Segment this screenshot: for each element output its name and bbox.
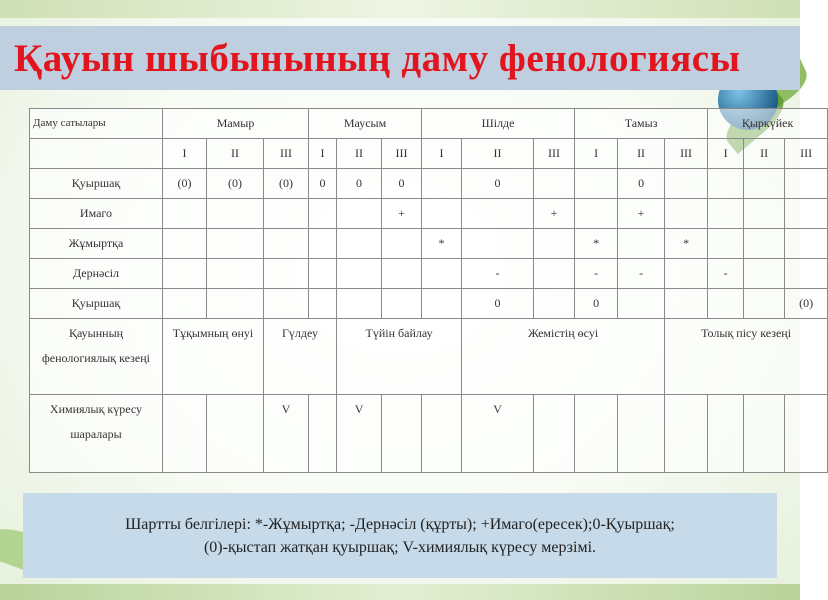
data-cell: [575, 169, 618, 199]
data-cell: +: [618, 199, 665, 229]
data-cell: [422, 289, 462, 319]
data-cell: [785, 395, 828, 473]
phase-cell: Тұқымның өнуі: [163, 319, 264, 395]
data-cell: V: [264, 395, 309, 473]
data-cell: [382, 395, 422, 473]
decade-cell: I: [575, 139, 618, 169]
month-header-row: [30, 109, 828, 139]
data-cell: 0: [309, 169, 337, 199]
decade-cell: III: [665, 139, 708, 169]
data-cell: [744, 169, 785, 199]
data-cell: [462, 229, 534, 259]
data-cell: [309, 289, 337, 319]
decade-cell: III: [382, 139, 422, 169]
data-cell: [708, 169, 744, 199]
data-cell: [382, 259, 422, 289]
data-cell: [618, 289, 665, 319]
decade-cell: III: [785, 139, 828, 169]
decade-cell: I: [309, 139, 337, 169]
data-cell: [309, 199, 337, 229]
title-banner: [0, 26, 800, 90]
data-cell: [708, 395, 744, 473]
data-cell: [163, 289, 207, 319]
data-cell: [207, 395, 264, 473]
legend-line: Шартты белгілері: *-Жұмыртқа; -Дернәсіл (құрты); +Имаго(ересек);0-Қуыршақ;: [125, 515, 675, 533]
data-cell: 0: [462, 289, 534, 319]
data-cell: [618, 395, 665, 473]
data-cell: [337, 199, 382, 229]
data-cell: -: [462, 259, 534, 289]
data-cell: [207, 229, 264, 259]
data-cell: [382, 229, 422, 259]
month-header-cell: Тамыз: [575, 109, 708, 139]
data-cell: [337, 289, 382, 319]
decade-cell: I: [422, 139, 462, 169]
data-cell: [785, 169, 828, 199]
data-cell: [422, 395, 462, 473]
data-cell: [665, 169, 708, 199]
data-cell: [744, 229, 785, 259]
data-cell: *: [665, 229, 708, 259]
bottom-decor-stripe: [0, 584, 800, 600]
data-cell: [744, 259, 785, 289]
chemical-row: [30, 395, 828, 473]
table-row: [30, 259, 828, 289]
data-cell: [337, 229, 382, 259]
data-cell: [785, 199, 828, 229]
data-cell: [618, 229, 665, 259]
data-cell: [422, 169, 462, 199]
decade-cell: I: [708, 139, 744, 169]
decade-cell: II: [462, 139, 534, 169]
page-title: Қауын шыбынының даму фенологиясы: [14, 36, 741, 80]
month-header-cell: Шілде: [422, 109, 575, 139]
data-cell: (0): [207, 169, 264, 199]
data-cell: 0: [575, 289, 618, 319]
table-row: [30, 229, 828, 259]
data-cell: [665, 395, 708, 473]
data-cell: [534, 229, 575, 259]
data-cell: 0: [462, 169, 534, 199]
data-cell: [382, 289, 422, 319]
data-cell: [665, 199, 708, 229]
row-label: Жұмыртқа: [30, 229, 163, 259]
stage-header-cell: Даму сатылары: [30, 109, 163, 139]
data-cell: [785, 259, 828, 289]
phenology-table: [29, 108, 828, 473]
data-cell: 0: [382, 169, 422, 199]
row-label: Имаго: [30, 199, 163, 229]
data-cell: [575, 395, 618, 473]
decade-cell: II: [744, 139, 785, 169]
table-row: [30, 199, 828, 229]
data-cell: (0): [264, 169, 309, 199]
data-cell: -: [708, 259, 744, 289]
phase-cell: Гүлдеу: [264, 319, 337, 395]
decade-cell: III: [534, 139, 575, 169]
data-cell: (0): [163, 169, 207, 199]
decade-cell: II: [337, 139, 382, 169]
data-cell: [264, 259, 309, 289]
data-cell: [708, 199, 744, 229]
empty-cell: [30, 139, 163, 169]
row-label: Химиялық күресу шаралары: [30, 395, 163, 473]
data-cell: [534, 395, 575, 473]
row-label: Дернәсіл: [30, 259, 163, 289]
data-cell: [309, 229, 337, 259]
data-cell: [744, 199, 785, 229]
data-cell: [462, 199, 534, 229]
data-cell: [337, 259, 382, 289]
data-cell: [163, 199, 207, 229]
month-header-cell: Маусым: [309, 109, 422, 139]
phenology-row: [30, 319, 828, 395]
decade-cell: III: [264, 139, 309, 169]
data-cell: -: [618, 259, 665, 289]
phase-cell: Түйін байлау: [337, 319, 462, 395]
data-cell: [264, 229, 309, 259]
data-cell: [264, 199, 309, 229]
data-cell: [744, 289, 785, 319]
data-cell: [665, 259, 708, 289]
data-cell: 0: [618, 169, 665, 199]
data-cell: 0: [337, 169, 382, 199]
row-label: Қуыршақ: [30, 289, 163, 319]
top-decor-stripe: [0, 0, 800, 18]
data-cell: [708, 289, 744, 319]
row-label: Қауынның фенологиялық кезеңі: [30, 319, 163, 395]
table-row: [30, 169, 828, 199]
table-row: [30, 289, 828, 319]
decade-header-row: [30, 139, 828, 169]
legend-line: (0)-қыстап жатқан қуыршақ; V-химиялық күресу мерзімі.: [203, 538, 597, 556]
data-cell: [309, 259, 337, 289]
data-cell: [708, 229, 744, 259]
data-cell: (0): [785, 289, 828, 319]
data-cell: +: [534, 199, 575, 229]
data-cell: [534, 169, 575, 199]
phase-cell: Жемістің өсуі: [462, 319, 665, 395]
data-cell: V: [462, 395, 534, 473]
data-cell: [207, 199, 264, 229]
data-cell: [163, 395, 207, 473]
data-cell: [665, 289, 708, 319]
decade-cell: II: [207, 139, 264, 169]
month-header-cell: Қыркүйек: [708, 109, 828, 139]
data-cell: +: [382, 199, 422, 229]
data-cell: [163, 259, 207, 289]
data-cell: [422, 259, 462, 289]
month-header-cell: Мамыр: [163, 109, 309, 139]
data-cell: [534, 289, 575, 319]
data-cell: [534, 259, 575, 289]
data-cell: [785, 229, 828, 259]
legend-box: [23, 493, 777, 578]
data-cell: [744, 395, 785, 473]
data-cell: [575, 199, 618, 229]
data-cell: [163, 229, 207, 259]
data-cell: V: [337, 395, 382, 473]
data-cell: *: [575, 229, 618, 259]
data-cell: [422, 199, 462, 229]
data-cell: *: [422, 229, 462, 259]
decade-cell: II: [618, 139, 665, 169]
decade-cell: I: [163, 139, 207, 169]
data-cell: -: [575, 259, 618, 289]
data-cell: [309, 395, 337, 473]
data-cell: [207, 259, 264, 289]
data-cell: [207, 289, 264, 319]
phase-cell: Толық пісу кезеңі: [665, 319, 828, 395]
row-label: Қуыршақ: [30, 169, 163, 199]
data-cell: [264, 289, 309, 319]
